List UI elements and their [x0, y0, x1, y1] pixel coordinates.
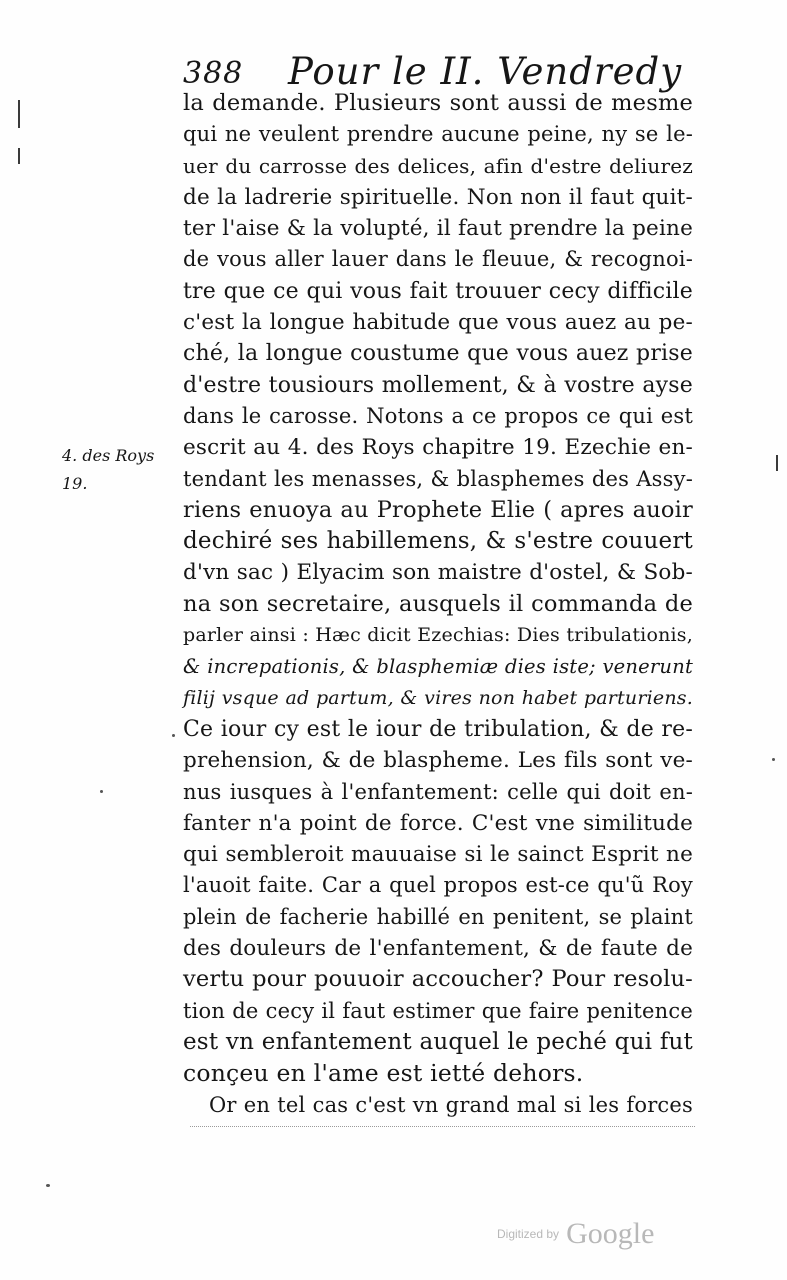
text-line: tendant les menasses, & blasphemes des Assy-: [183, 466, 693, 491]
binding-mark: [18, 148, 20, 164]
text-line: Ce iour cy est le iour de tribulation, & de re-: [183, 716, 693, 742]
binding-mark: [776, 455, 778, 471]
margin-note: [62, 442, 154, 498]
bleed-through-line: [190, 1126, 695, 1133]
running-title: Pour le II. Vendredy: [288, 50, 683, 93]
text-line: riens enuoya au Prophete Elie ( apres auoir: [183, 496, 693, 523]
ink-speck: [46, 1184, 50, 1187]
ink-speck: [100, 790, 103, 793]
text-line: parler ainsi : Hæc dicit Ezechias: Dies tribulationis,: [183, 624, 693, 647]
text-line: ter l'aise & la volupté, il faut prendre la peine: [183, 216, 693, 242]
text-line: la demande. Plusieurs sont aussi de mesme: [183, 90, 693, 116]
margin-note-reference: 4. des Roys: [62, 446, 155, 465]
digitized-by-google-watermark: [497, 1217, 654, 1251]
text-line: plein de facherie habillé en penitent, se plaint: [183, 904, 693, 929]
text-line: vertu pour pouuoir accoucher? Pour resolu-: [183, 966, 693, 993]
page-number: 388: [183, 56, 244, 91]
text-line: tion de cecy il faut estimer que faire penitence: [183, 998, 693, 1023]
text-line: des douleurs de l'enfantement, & de faute de: [183, 936, 693, 962]
margin-note-chapter: 19.: [62, 474, 88, 493]
text-line: qui sembleroit mauuaise si le sainct Esprit ne: [183, 842, 693, 868]
paragraph-start-line: Or en tel cas c'est vn grand mal si les forces: [209, 1092, 693, 1117]
text-line: uer du carrosse des delices, afin d'estre deliurez: [183, 153, 693, 178]
text-line: est vn enfantement auquel le peché qui fut: [183, 1028, 693, 1055]
text-line: tre que ce qui vous fait trouuer cecy difficile: [183, 278, 693, 304]
text-line: qui ne veulent prendre aucune peine, ny se le-: [183, 122, 693, 147]
text-line: de vous aller lauer dans le fleuue, & recognoi-: [183, 247, 693, 272]
text-line: d'vn sac ) Elyacim son maistre d'ostel, & Sob-: [183, 560, 693, 586]
latin-quotation-line: filij vsque ad partum, & vires non habet parturiens.: [183, 686, 693, 709]
text-line: d'estre tousiours mollement, & à vostre ayse: [183, 372, 693, 398]
watermark-prefix: Digitized by: [497, 1227, 560, 1241]
google-logo: Google: [566, 1217, 655, 1250]
binding-mark: [18, 100, 20, 128]
ink-speck: [172, 734, 175, 737]
latin-quotation-line: & increpationis, & blasphemiæ dies iste; venerunt: [183, 655, 693, 679]
text-line: c'est la longue habitude que vous auez au pe-: [183, 310, 693, 336]
paragraph-end-line: conçeu en l'ame est ietté dehors.: [183, 1059, 584, 1088]
text-line: fanter n'a point de force. C'est vne similitude: [183, 810, 693, 836]
text-line: na son secretaire, ausquels il commanda de: [183, 590, 693, 617]
text-line: nus iusques à l'enfantement: celle qui doit en-: [183, 779, 693, 804]
text-line: l'auoit faite. Car a quel propos est-ce qu'ũ Roy: [183, 873, 693, 898]
text-line: ché, la longue coustume que vous auez prise: [183, 341, 693, 367]
text-line: escrit au 4. des Roys chapitre 19. Ezechie en-: [183, 435, 693, 461]
text-line: dans le carosse. Notons a ce propos ce qui est: [183, 403, 693, 428]
text-line: dechiré ses habillemens, & s'estre couuert: [183, 528, 693, 555]
ink-speck: [772, 758, 775, 761]
text-line: prehension, & de blaspheme. Les fils sont ve-: [183, 748, 693, 774]
body-text: [183, 88, 693, 1121]
text-line: de la ladrerie spirituelle. Non non il faut quit-: [183, 184, 693, 210]
